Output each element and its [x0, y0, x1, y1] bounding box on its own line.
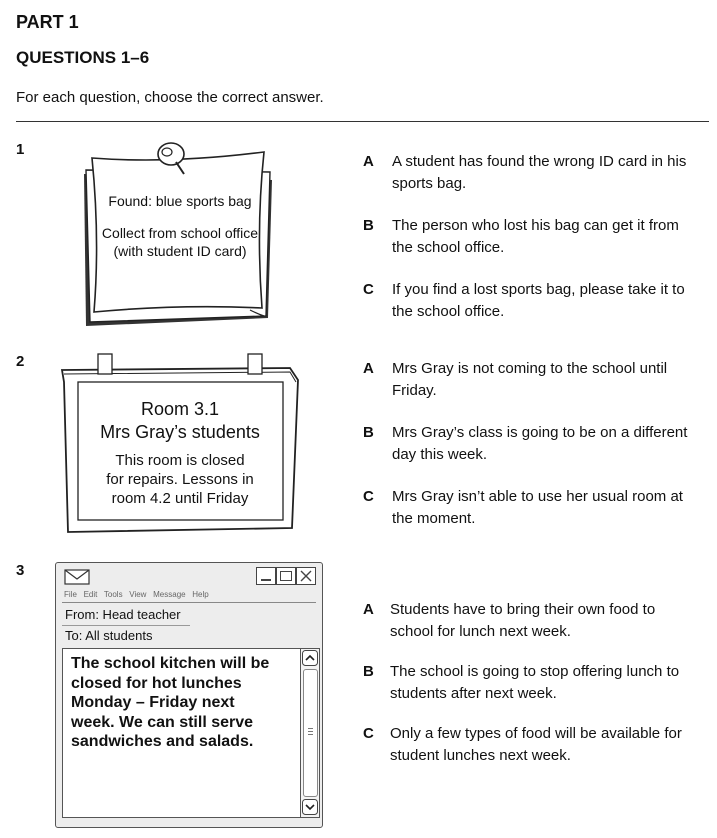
option-letter: A — [363, 153, 374, 170]
menu-help[interactable]: Help — [192, 590, 209, 599]
q3-option-c[interactable] — [363, 723, 693, 767]
notice-board-illustration — [58, 352, 303, 536]
close-icon — [297, 568, 315, 584]
option-letter: A — [363, 601, 374, 618]
scrollbar[interactable] — [300, 648, 320, 818]
notice-2-body-1: This room is closed — [115, 452, 245, 469]
maximize-button[interactable] — [276, 567, 296, 585]
email-window — [55, 562, 323, 828]
question-number-2: 2 — [16, 353, 25, 370]
email-from-field: From: Head teacher — [65, 607, 181, 622]
option-letter: C — [363, 488, 374, 505]
notice-2-title-1: Room 3.1 — [140, 399, 220, 419]
email-body-line: The school kitchen will be — [71, 655, 270, 672]
menu-divider — [62, 602, 316, 603]
questions-heading: QUESTIONS 1–6 — [16, 48, 150, 67]
option-letter: A — [363, 360, 374, 377]
option-text: Only a few types of food will be available for student lunches next week. — [390, 725, 682, 764]
notice-2-title-2: Mrs Gray’s students — [100, 422, 260, 442]
email-body-line: week. We can still serve — [71, 713, 254, 731]
option-text: Students have to bring their own food to school for lunch next week. — [390, 601, 656, 640]
menu-bar — [64, 590, 209, 599]
question-number-1: 1 — [16, 141, 25, 158]
chevron-down-icon[interactable] — [302, 799, 318, 815]
option-text: The school is going to stop offering lunch to students after next week. — [390, 663, 680, 702]
minimize-button[interactable] — [256, 567, 276, 585]
q1-option-c[interactable] — [363, 279, 693, 323]
option-letter: C — [363, 281, 374, 298]
option-text: Mrs Gray is not coming to the school until Friday. — [392, 360, 668, 399]
menu-tools[interactable]: Tools — [103, 590, 123, 599]
option-letter: B — [363, 424, 374, 441]
menu-view[interactable]: View — [129, 590, 147, 599]
tape-icon — [248, 354, 262, 374]
option-text: A student has found the wrong ID card in his sports bag. — [392, 153, 687, 192]
question-number-3: 3 — [16, 562, 25, 579]
envelope-icon — [64, 568, 90, 586]
tape-icon — [98, 354, 112, 374]
option-text: Mrs Gray isn’t able to use her usual room at the moment. — [392, 488, 683, 527]
scrollbar-thumb[interactable] — [303, 669, 318, 797]
email-to-field: To: All students — [65, 628, 153, 643]
q1-option-a[interactable] — [363, 151, 693, 195]
option-text: Mrs Gray’s class is going to be on a different day this week. — [392, 424, 688, 463]
notice-1-line-2: Collect from school office — [101, 225, 259, 241]
notice-2-body-2: for repairs. Lessons in — [106, 471, 254, 488]
option-text: If you find a lost sports bag, please take it to the school office. — [392, 281, 685, 320]
option-text: The person who lost his bag can get it from the school office. — [392, 217, 679, 256]
q3-option-a[interactable] — [363, 599, 693, 643]
notice-1-line-3: (with student ID card) — [113, 243, 247, 259]
option-letter: C — [363, 725, 374, 742]
close-button[interactable] — [296, 567, 316, 585]
instruction-text: For each question, choose the correct answer. — [16, 89, 324, 106]
email-body-text — [71, 654, 297, 752]
notice-1-line-1: Found: blue sports bag — [108, 193, 252, 209]
email-body-line: closed for hot lunches — [71, 674, 242, 692]
email-body[interactable] — [62, 648, 302, 818]
email-body-line: sandwiches and salads. — [71, 733, 254, 750]
header-divider — [16, 121, 709, 122]
q1-option-b[interactable] — [363, 215, 693, 259]
q2-option-b[interactable] — [363, 422, 693, 466]
menu-file[interactable]: File — [64, 590, 77, 599]
q2-option-a[interactable] — [363, 358, 693, 402]
option-letter: B — [363, 217, 374, 234]
email-body-line: Monday – Friday next — [71, 694, 235, 711]
part-title: PART 1 — [16, 12, 79, 32]
field-divider — [62, 625, 190, 626]
option-letter: B — [363, 663, 374, 680]
notice-2-body-3: room 4.2 until Friday — [111, 490, 249, 507]
q2-option-c[interactable] — [363, 486, 693, 530]
chevron-up-icon[interactable] — [302, 650, 318, 666]
q3-option-b[interactable] — [363, 661, 693, 705]
menu-edit[interactable]: Edit — [83, 590, 98, 599]
menu-message[interactable]: Message — [153, 590, 186, 599]
